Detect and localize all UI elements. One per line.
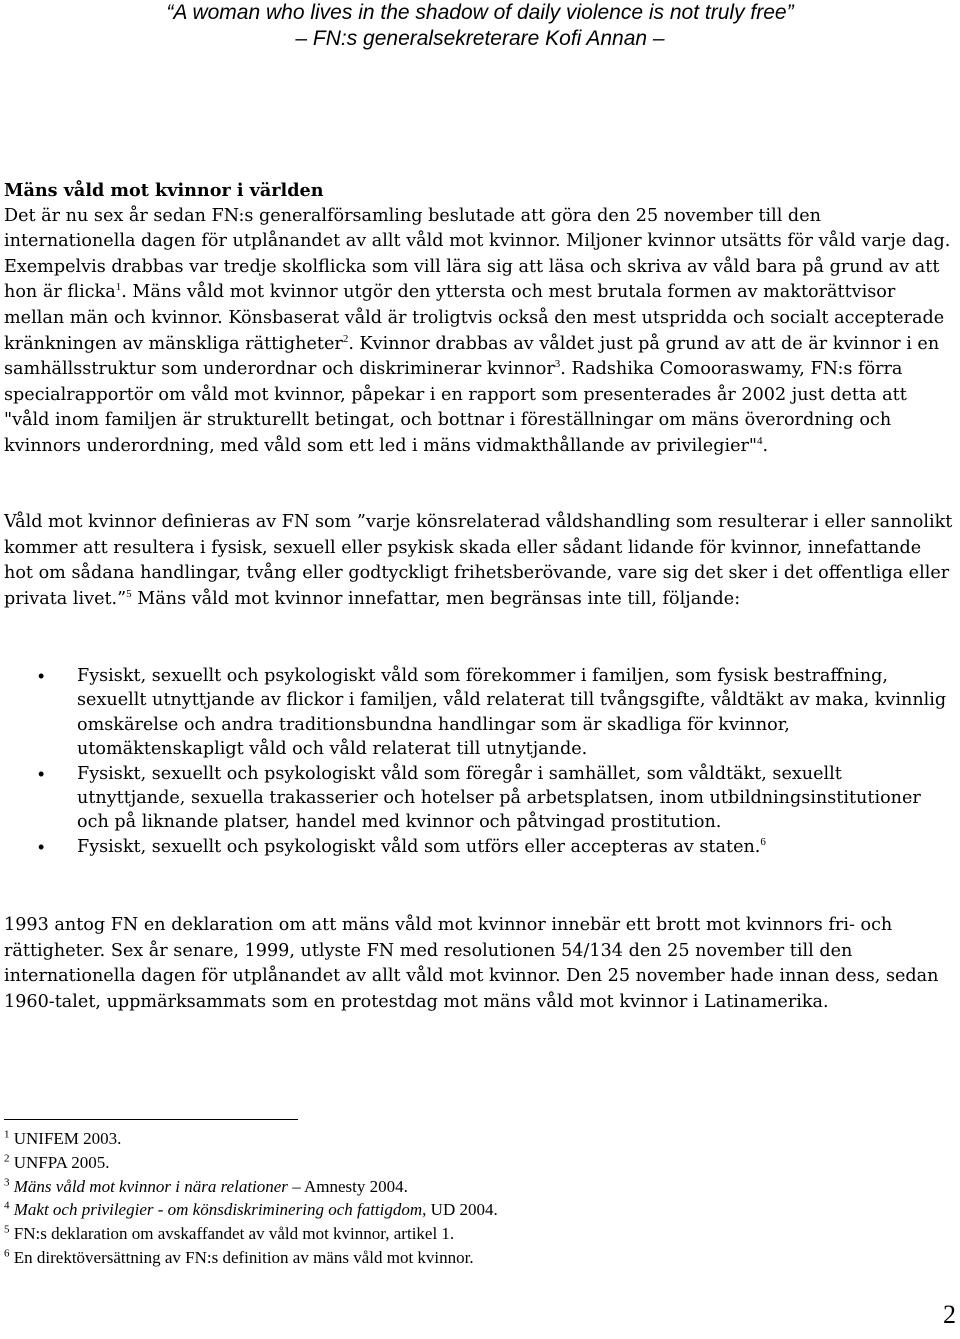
footnote-ref-2: 2	[342, 332, 349, 345]
footnote-ref-1: 1	[115, 281, 122, 294]
footnote-number: 5	[4, 1223, 10, 1236]
page-number: 2	[943, 1300, 956, 1329]
footnote-text: UNIFEM 2003.	[9, 1129, 122, 1148]
epigraph-quote	[0, 0, 960, 52]
paragraph-2	[4, 510, 954, 612]
paragraph-1-text-c: . Kvinnor drabbas av våldet just på grund av att de är kvinnor i en samhällsstruktur som underordnar och diskriminerar kvinnor	[4, 333, 940, 380]
paragraph-1-text-b: . Mäns våld mot kvinnor utgör den yttersta och mest brutala formen av maktorättvisor mellan män och kvinnor. Könsbaserat våld är troligtvis också den mest utspridda och socialt accepterade kränkningen av mänskliga rättigheter	[4, 282, 945, 354]
footnote-ref-6: 6	[760, 835, 766, 848]
footnote	[4, 1175, 904, 1199]
footnotes	[4, 1127, 904, 1270]
bullet-list	[4, 664, 954, 859]
footnote	[4, 1198, 904, 1222]
footnote-number: 3	[4, 1175, 10, 1188]
bullet-text: Fysiskt, sexuellt och psykologiskt våld som utförs eller accepteras av staten.	[77, 836, 761, 857]
footnote-ref-4: 4	[757, 435, 763, 448]
bullet-icon: •	[38, 836, 45, 857]
bullet-text: Fysiskt, sexuellt och psykologiskt våld som föregår i samhället, som våldtäkt, sexuellt utnyttjande, sexuella trakasserier och hotelser på arbetsplatsen, inom utbildningsinstitutioner och på liknande platser, handel med kvinnor och påtvingad prostitution.	[77, 763, 921, 833]
footnote-text: , UD 2004.	[422, 1200, 498, 1220]
footnote	[4, 1222, 904, 1246]
paragraph-2-text-a: Våld mot kvinnor definieras av FN som ”varje könsrelaterad våldshandling som resulterar i eller sannolikt kommer att resultera i fysisk, sexuell eller psykisk skada eller sådant lidande för kvinnor, innefattande hot om sådana handlingar, tvång eller godtyckligt frihetsberövande, vare sig det sker i det offentliga eller privata livet.”	[4, 512, 953, 609]
footnote-text: En direktöversättning av FN:s definition av mäns våld mot kvinnor.	[9, 1247, 474, 1267]
paragraph-1	[4, 204, 954, 460]
bullet-item	[4, 664, 954, 762]
bullet-icon: •	[38, 666, 45, 686]
bullet-item	[4, 835, 954, 859]
section-definition	[4, 510, 954, 612]
bullet-icon: •	[38, 763, 45, 784]
footnote-number: 4	[4, 1199, 10, 1212]
footnote-ref-5: 5	[126, 587, 132, 600]
section-heading: Mäns våld mot kvinnor i världen	[4, 180, 324, 201]
footnote-divider	[4, 1119, 298, 1120]
footnote-text: – Amnesty 2004.	[287, 1176, 408, 1196]
paragraph-1-text-a: Det är nu sex år sedan FN:s generalförsamling beslutade att göra den 25 november till den internationella dagen för utplånandet av allt våld mot kvinnor. Miljoner kvinnor utsätts för våld varje dag. Exempelvis drabbas var tredje skolflicka som vill lära sig att läsa och skriva av våld bara på grund av att hon är flicka	[4, 205, 951, 303]
footnote	[4, 1127, 904, 1151]
paragraph-1-text-e: .	[762, 435, 769, 456]
footnote-number: 2	[4, 1152, 10, 1165]
footnote-text: UNFPA 2005.	[9, 1152, 110, 1172]
epigraph-attribution: – FN:s generalsekreterare Kofi Annan –	[295, 27, 665, 50]
bullet-item	[4, 762, 954, 835]
epigraph-line-1: “A woman who lives in the shadow of daily violence is not truly free”	[166, 1, 794, 24]
footnote-title: Makt och privilegier - om könsdiskriminering och fattigdom	[9, 1200, 423, 1220]
footnote-ref-3: 3	[554, 358, 561, 371]
paragraph-1-text-d: . Radshika Comooraswamy, FN:s förra specialrapportör om våld mot kvinnor, påpekar i en rapport som presenterades år 2002 just detta att "våld inom familjen är strukturellt betingat, och bottnar i föreställningar om mäns överordning och kvinnors underordning, med våld som ett led i mäns vidmakthållande av privilegier"	[4, 359, 907, 456]
paragraph-3: 1993 antog FN en deklaration om att mäns våld mot kvinnor innebär ett brott mot kvinnors fri- och rättigheter. Sex år senare, 1999, utlyste FN med resolutionen 54/134 den 25 november till den internationella dagen för utplånandet av allt våld mot kvinnor. Den 25 november hade innan dess, sedan 1960-talet, uppmärksammats som en protestdag mot mäns våld mot kvinnor i Latinamerika.	[4, 915, 939, 1012]
paragraph-2-text-b: Mäns våld mot kvinnor innefattar, men begränsas inte till, följande:	[131, 588, 741, 609]
section-intro	[4, 178, 954, 460]
footnote	[4, 1246, 904, 1270]
footnote-title: Mäns våld mot kvinnor i nära relationer	[9, 1176, 288, 1196]
footnote	[4, 1151, 904, 1175]
section-history	[4, 913, 954, 1015]
footnote-text: FN:s deklaration om avskaffandet av våld mot kvinnor, artikel 1.	[9, 1224, 455, 1244]
footnote-number: 1	[4, 1128, 10, 1141]
bullet-text: Fysiskt, sexuellt och psykologiskt våld som förekommer i familjen, som fysisk bestraffning, sexuellt utnyttjande av flickor i familjen, våld relaterat till tvångsgifte, våldtäkt av maka, kvinnlig omskärelse och andra traditionsbundna handlingar som är skadliga för kvinnor, utomäktenskapligt våld och våld relaterat till utnytjande.	[77, 666, 947, 760]
footnote-number: 6	[4, 1247, 10, 1260]
